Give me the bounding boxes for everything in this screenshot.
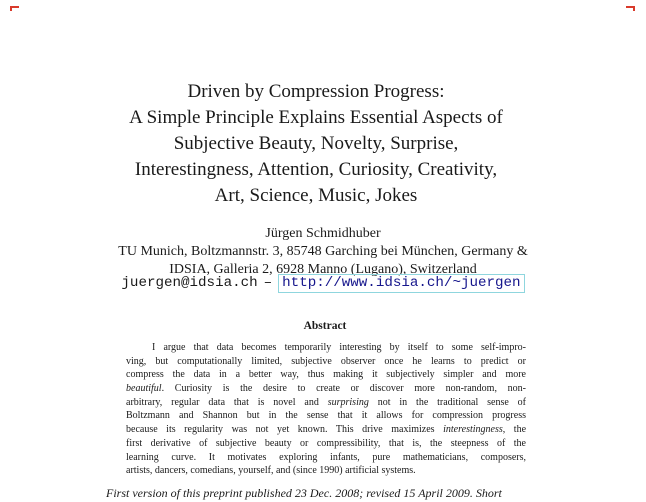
email-url-separator: – [263,275,273,291]
author-email: juergen@idsia.ch [121,275,258,291]
paper-title [0,79,632,209]
paper-title-line: Subjective Beauty, Novelty, Surprise, [173,133,459,154]
abstract-line: ving, but computationally limited, subjective observer once he learns to predict or [126,355,526,367]
paper-title-line: Art, Science, Music, Jokes [214,185,418,206]
abstract-line: learning curve. It motivates exploring infants, pure mathematicians, composers, [126,451,526,463]
author-block [0,225,646,279]
corner-mark-top-right-icon [626,6,635,11]
affiliation-line: IDSIA, Galleria 2, 6928 Manno (Lugano), Switzerland [169,262,477,277]
abstract-line: Boltzmann and Shannon but in the sense that it allows for compression progress [126,410,526,422]
abstract-line: arbitrary, regular data that is novel and surprising not in the traditional sense of [126,396,526,408]
abstract-line: because its regularity was not yet known. This drive maximizes interestingness, the [126,424,526,436]
abstract-heading: Abstract [303,320,347,332]
homepage-link[interactable]: http://www.idsia.ch/~juergen [278,274,524,293]
paper-title-line: A Simple Principle Explains Essential Aspects of [129,107,503,128]
abstract-line: I argue that data becomes temporarily interesting by itself to some self-impro- [152,342,526,353]
abstract-line: compress the data in a better way, thus making it subjectively simpler and more [126,369,526,381]
footer-revision-note: First version of this preprint published 23 Dec. 2008; revised 15 April 2009. Short [106,486,502,500]
corner-mark-top-left-icon [10,6,19,11]
abstract-line: artists, dancers, comedians, yourself, and (since 1990) artificial systems. [126,465,416,477]
abstract-line: beautiful. Curiosity is the desire to create or discover more non-random, non- [126,383,526,395]
paper-title-line: Interestingness, Attention, Curiosity, Creativity, [134,159,498,180]
paper-title-line: Driven by Compression Progress: [187,81,445,102]
author-name: Jürgen Schmidhuber [265,226,381,241]
affiliation-line: TU Munich, Boltzmannstr. 3, 85748 Garching bei München, Germany & [118,244,528,259]
abstract-body [126,341,526,478]
abstract-line: first derivative of subjective beauty or compressibility, that is, the steepness of the [126,437,526,449]
contact-line [0,274,646,292]
